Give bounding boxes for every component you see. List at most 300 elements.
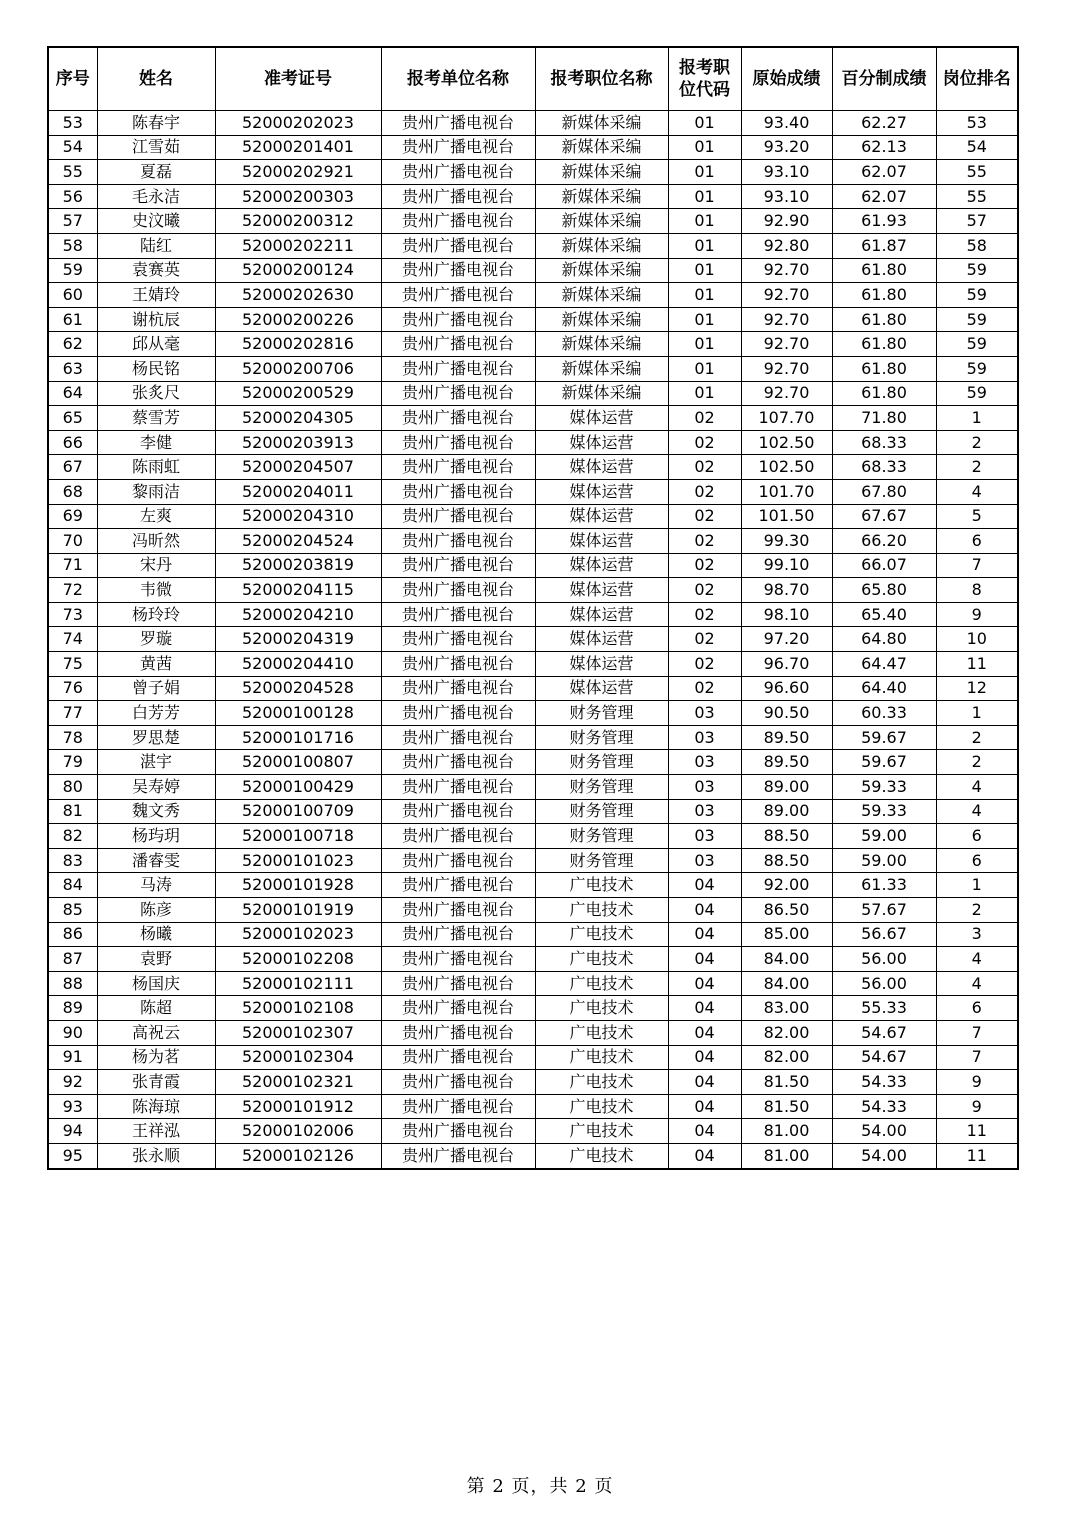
cell-position-code: 04 [668, 1045, 741, 1070]
cell-name: 张青霞 [97, 1070, 215, 1095]
cell-percent-score: 68.33 [832, 430, 936, 455]
cell-position-code: 02 [668, 553, 741, 578]
cell-unit: 贵州广播电视台 [381, 283, 535, 308]
cell-name: 左爽 [97, 504, 215, 529]
cell-exam-id: 52000100807 [215, 750, 381, 775]
cell-seq: 66 [48, 430, 97, 455]
cell-percent-score: 62.27 [832, 111, 936, 136]
cell-exam-id: 52000200529 [215, 381, 381, 406]
cell-rank: 55 [936, 184, 1018, 209]
cell-position: 新媒体采编 [535, 209, 668, 234]
cell-percent-score: 64.47 [832, 652, 936, 677]
cell-percent-score: 54.33 [832, 1070, 936, 1095]
cell-percent-score: 64.80 [832, 627, 936, 652]
cell-position-code: 02 [668, 529, 741, 554]
cell-rank: 11 [936, 1119, 1018, 1144]
cell-position-code: 03 [668, 725, 741, 750]
cell-name: 陈超 [97, 996, 215, 1021]
cell-exam-id: 52000200312 [215, 209, 381, 234]
cell-position-code: 03 [668, 775, 741, 800]
cell-position-code: 03 [668, 701, 741, 726]
cell-seq: 73 [48, 602, 97, 627]
cell-exam-id: 52000200124 [215, 258, 381, 283]
cell-rank: 11 [936, 1143, 1018, 1168]
cell-exam-id: 52000202816 [215, 332, 381, 357]
cell-name: 湛宇 [97, 750, 215, 775]
cell-name: 袁野 [97, 947, 215, 972]
cell-unit: 贵州广播电视台 [381, 307, 535, 332]
cell-unit: 贵州广播电视台 [381, 996, 535, 1021]
cell-raw-score: 86.50 [741, 898, 832, 923]
cell-position-code: 04 [668, 1119, 741, 1144]
cell-unit: 贵州广播电视台 [381, 209, 535, 234]
cell-raw-score: 102.50 [741, 455, 832, 480]
cell-raw-score: 98.10 [741, 602, 832, 627]
header-percent-score: 百分制成绩 [832, 47, 936, 111]
cell-percent-score: 61.80 [832, 283, 936, 308]
cell-position: 广电技术 [535, 922, 668, 947]
cell-seq: 63 [48, 356, 97, 381]
cell-position-code: 04 [668, 873, 741, 898]
cell-position: 广电技术 [535, 1020, 668, 1045]
cell-name: 罗璇 [97, 627, 215, 652]
table-row [48, 898, 1018, 923]
cell-exam-id: 52000204305 [215, 406, 381, 431]
table-row [48, 258, 1018, 283]
table-row [48, 184, 1018, 209]
cell-position-code: 04 [668, 996, 741, 1021]
cell-exam-id: 52000202023 [215, 111, 381, 136]
cell-raw-score: 98.70 [741, 578, 832, 603]
cell-name: 黄茜 [97, 652, 215, 677]
cell-raw-score: 93.40 [741, 111, 832, 136]
cell-position: 财务管理 [535, 775, 668, 800]
cell-unit: 贵州广播电视台 [381, 1143, 535, 1168]
cell-unit: 贵州广播电视台 [381, 775, 535, 800]
cell-name: 江雪茹 [97, 135, 215, 160]
cell-rank: 59 [936, 332, 1018, 357]
cell-position-code: 02 [668, 676, 741, 701]
cell-name: 冯昕然 [97, 529, 215, 554]
cell-raw-score: 82.00 [741, 1020, 832, 1045]
cell-unit: 贵州广播电视台 [381, 873, 535, 898]
cell-rank: 58 [936, 233, 1018, 258]
cell-percent-score: 66.07 [832, 553, 936, 578]
cell-position: 媒体运营 [535, 479, 668, 504]
cell-seq: 60 [48, 283, 97, 308]
cell-percent-score: 54.00 [832, 1119, 936, 1144]
cell-exam-id: 52000100718 [215, 824, 381, 849]
cell-name: 白芳芳 [97, 701, 215, 726]
cell-rank: 53 [936, 111, 1018, 136]
cell-percent-score: 61.80 [832, 307, 936, 332]
cell-percent-score: 54.67 [832, 1020, 936, 1045]
cell-rank: 6 [936, 529, 1018, 554]
cell-rank: 6 [936, 996, 1018, 1021]
cell-position: 媒体运营 [535, 627, 668, 652]
table-row [48, 1143, 1018, 1168]
cell-position-code: 02 [668, 652, 741, 677]
table-row [48, 676, 1018, 701]
cell-seq: 67 [48, 455, 97, 480]
cell-position: 媒体运营 [535, 504, 668, 529]
table-row [48, 332, 1018, 357]
cell-rank: 59 [936, 381, 1018, 406]
cell-exam-id: 52000204410 [215, 652, 381, 677]
cell-rank: 10 [936, 627, 1018, 652]
cell-name: 张炙尺 [97, 381, 215, 406]
cell-unit: 贵州广播电视台 [381, 602, 535, 627]
cell-percent-score: 61.80 [832, 381, 936, 406]
header-raw-score: 原始成绩 [741, 47, 832, 111]
cell-exam-id: 52000102304 [215, 1045, 381, 1070]
cell-unit: 贵州广播电视台 [381, 233, 535, 258]
cell-raw-score: 92.90 [741, 209, 832, 234]
cell-raw-score: 92.70 [741, 356, 832, 381]
cell-seq: 59 [48, 258, 97, 283]
cell-unit: 贵州广播电视台 [381, 947, 535, 972]
cell-rank: 3 [936, 922, 1018, 947]
cell-name: 谢杭辰 [97, 307, 215, 332]
cell-unit: 贵州广播电视台 [381, 160, 535, 185]
cell-seq: 56 [48, 184, 97, 209]
table-row [48, 1070, 1018, 1095]
cell-exam-id: 52000102006 [215, 1119, 381, 1144]
cell-position: 媒体运营 [535, 602, 668, 627]
cell-name: 陆红 [97, 233, 215, 258]
table-row [48, 996, 1018, 1021]
cell-raw-score: 88.50 [741, 848, 832, 873]
cell-position-code: 04 [668, 1020, 741, 1045]
table-row [48, 504, 1018, 529]
cell-percent-score: 55.33 [832, 996, 936, 1021]
cell-position-code: 01 [668, 283, 741, 308]
table-row [48, 947, 1018, 972]
cell-name: 王祥泓 [97, 1119, 215, 1144]
header-position-code: 报考职 位代码 [668, 47, 741, 111]
cell-exam-id: 52000102126 [215, 1143, 381, 1168]
cell-seq: 65 [48, 406, 97, 431]
header-exam-id: 准考证号 [215, 47, 381, 111]
cell-exam-id: 52000204528 [215, 676, 381, 701]
cell-rank: 12 [936, 676, 1018, 701]
cell-percent-score: 67.67 [832, 504, 936, 529]
cell-seq: 61 [48, 307, 97, 332]
cell-position-code: 01 [668, 111, 741, 136]
cell-name: 杨曦 [97, 922, 215, 947]
cell-position-code: 04 [668, 1070, 741, 1095]
table-row [48, 922, 1018, 947]
cell-name: 杨玙玥 [97, 824, 215, 849]
table-row [48, 848, 1018, 873]
cell-percent-score: 64.40 [832, 676, 936, 701]
cell-percent-score: 56.67 [832, 922, 936, 947]
table-row [48, 135, 1018, 160]
cell-percent-score: 62.13 [832, 135, 936, 160]
score-table [47, 46, 1019, 1170]
cell-unit: 贵州广播电视台 [381, 578, 535, 603]
cell-position: 广电技术 [535, 898, 668, 923]
cell-raw-score: 92.80 [741, 233, 832, 258]
cell-position: 广电技术 [535, 1143, 668, 1168]
table-row [48, 1094, 1018, 1119]
cell-name: 潘睿雯 [97, 848, 215, 873]
table-row [48, 602, 1018, 627]
table-row [48, 479, 1018, 504]
cell-exam-id: 52000101919 [215, 898, 381, 923]
cell-seq: 85 [48, 898, 97, 923]
cell-unit: 贵州广播电视台 [381, 799, 535, 824]
cell-rank: 4 [936, 799, 1018, 824]
cell-position: 新媒体采编 [535, 135, 668, 160]
cell-exam-id: 52000200706 [215, 356, 381, 381]
cell-name: 黎雨洁 [97, 479, 215, 504]
cell-raw-score: 99.10 [741, 553, 832, 578]
cell-unit: 贵州广播电视台 [381, 111, 535, 136]
cell-name: 马涛 [97, 873, 215, 898]
table-row [48, 111, 1018, 136]
cell-rank: 7 [936, 553, 1018, 578]
cell-rank: 4 [936, 971, 1018, 996]
cell-position: 广电技术 [535, 1070, 668, 1095]
cell-percent-score: 56.00 [832, 947, 936, 972]
cell-position: 媒体运营 [535, 676, 668, 701]
cell-raw-score: 89.50 [741, 750, 832, 775]
cell-seq: 71 [48, 553, 97, 578]
cell-position-code: 02 [668, 602, 741, 627]
cell-name: 曾子娟 [97, 676, 215, 701]
cell-position: 财务管理 [535, 824, 668, 849]
cell-unit: 贵州广播电视台 [381, 652, 535, 677]
cell-rank: 6 [936, 824, 1018, 849]
cell-raw-score: 93.20 [741, 135, 832, 160]
cell-raw-score: 90.50 [741, 701, 832, 726]
cell-raw-score: 81.50 [741, 1070, 832, 1095]
cell-position-code: 02 [668, 578, 741, 603]
cell-seq: 58 [48, 233, 97, 258]
cell-exam-id: 52000101716 [215, 725, 381, 750]
cell-exam-id: 52000200303 [215, 184, 381, 209]
cell-seq: 89 [48, 996, 97, 1021]
cell-rank: 2 [936, 898, 1018, 923]
cell-percent-score: 59.33 [832, 799, 936, 824]
cell-percent-score: 59.67 [832, 750, 936, 775]
cell-position-code: 01 [668, 307, 741, 332]
table-row [48, 701, 1018, 726]
cell-position: 新媒体采编 [535, 111, 668, 136]
cell-exam-id: 52000100128 [215, 701, 381, 726]
cell-seq: 80 [48, 775, 97, 800]
cell-position-code: 02 [668, 406, 741, 431]
cell-position: 媒体运营 [535, 553, 668, 578]
cell-percent-score: 61.80 [832, 356, 936, 381]
cell-rank: 11 [936, 652, 1018, 677]
cell-rank: 9 [936, 602, 1018, 627]
cell-position: 广电技术 [535, 873, 668, 898]
cell-name: 陈海琼 [97, 1094, 215, 1119]
cell-name: 陈春宇 [97, 111, 215, 136]
cell-raw-score: 92.70 [741, 307, 832, 332]
cell-raw-score: 97.20 [741, 627, 832, 652]
cell-unit: 贵州广播电视台 [381, 1119, 535, 1144]
cell-exam-id: 52000204507 [215, 455, 381, 480]
cell-seq: 76 [48, 676, 97, 701]
cell-position: 媒体运营 [535, 430, 668, 455]
cell-percent-score: 61.93 [832, 209, 936, 234]
cell-unit: 贵州广播电视台 [381, 1094, 535, 1119]
cell-raw-score: 93.10 [741, 184, 832, 209]
table-row [48, 529, 1018, 554]
cell-name: 夏磊 [97, 160, 215, 185]
cell-position: 新媒体采编 [535, 356, 668, 381]
cell-percent-score: 54.33 [832, 1094, 936, 1119]
cell-raw-score: 84.00 [741, 947, 832, 972]
cell-exam-id: 52000102108 [215, 996, 381, 1021]
cell-exam-id: 52000100429 [215, 775, 381, 800]
header-name: 姓名 [97, 47, 215, 111]
cell-raw-score: 89.00 [741, 799, 832, 824]
cell-seq: 54 [48, 135, 97, 160]
header-row [48, 47, 1018, 111]
cell-rank: 59 [936, 258, 1018, 283]
cell-seq: 78 [48, 725, 97, 750]
cell-exam-id: 52000102307 [215, 1020, 381, 1045]
cell-rank: 5 [936, 504, 1018, 529]
cell-raw-score: 84.00 [741, 971, 832, 996]
cell-exam-id: 52000204210 [215, 602, 381, 627]
cell-rank: 59 [936, 356, 1018, 381]
cell-raw-score: 102.50 [741, 430, 832, 455]
cell-rank: 9 [936, 1070, 1018, 1095]
table-row [48, 775, 1018, 800]
cell-percent-score: 68.33 [832, 455, 936, 480]
cell-position-code: 03 [668, 824, 741, 849]
cell-name: 宋丹 [97, 553, 215, 578]
cell-seq: 64 [48, 381, 97, 406]
cell-unit: 贵州广播电视台 [381, 529, 535, 554]
cell-position: 财务管理 [535, 701, 668, 726]
cell-name: 罗思楚 [97, 725, 215, 750]
table-row [48, 652, 1018, 677]
cell-position-code: 04 [668, 922, 741, 947]
cell-raw-score: 107.70 [741, 406, 832, 431]
cell-position-code: 04 [668, 898, 741, 923]
cell-position-code: 04 [668, 971, 741, 996]
table-body [48, 111, 1018, 1169]
cell-seq: 87 [48, 947, 97, 972]
cell-percent-score: 61.87 [832, 233, 936, 258]
cell-name: 毛永洁 [97, 184, 215, 209]
cell-percent-score: 66.20 [832, 529, 936, 554]
cell-raw-score: 81.50 [741, 1094, 832, 1119]
cell-raw-score: 99.30 [741, 529, 832, 554]
cell-seq: 70 [48, 529, 97, 554]
cell-unit: 贵州广播电视台 [381, 971, 535, 996]
cell-seq: 91 [48, 1045, 97, 1070]
cell-rank: 1 [936, 873, 1018, 898]
cell-unit: 贵州广播电视台 [381, 750, 535, 775]
cell-raw-score: 89.00 [741, 775, 832, 800]
cell-position-code: 01 [668, 233, 741, 258]
cell-seq: 88 [48, 971, 97, 996]
cell-position: 财务管理 [535, 725, 668, 750]
cell-rank: 9 [936, 1094, 1018, 1119]
cell-raw-score: 92.00 [741, 873, 832, 898]
cell-rank: 2 [936, 455, 1018, 480]
cell-raw-score: 85.00 [741, 922, 832, 947]
cell-position-code: 01 [668, 356, 741, 381]
cell-name: 杨为茗 [97, 1045, 215, 1070]
cell-rank: 55 [936, 160, 1018, 185]
cell-seq: 72 [48, 578, 97, 603]
table-row [48, 971, 1018, 996]
cell-name: 李健 [97, 430, 215, 455]
cell-unit: 贵州广播电视台 [381, 725, 535, 750]
table-row [48, 1119, 1018, 1144]
cell-unit: 贵州广播电视台 [381, 455, 535, 480]
cell-position: 新媒体采编 [535, 381, 668, 406]
cell-rank: 1 [936, 701, 1018, 726]
table-row [48, 750, 1018, 775]
cell-raw-score: 83.00 [741, 996, 832, 1021]
table-row [48, 455, 1018, 480]
table-row [48, 209, 1018, 234]
cell-rank: 6 [936, 848, 1018, 873]
cell-position-code: 01 [668, 258, 741, 283]
cell-unit: 贵州广播电视台 [381, 1045, 535, 1070]
cell-position-code: 01 [668, 184, 741, 209]
cell-seq: 79 [48, 750, 97, 775]
cell-rank: 54 [936, 135, 1018, 160]
table-header [48, 47, 1018, 111]
cell-position: 新媒体采编 [535, 184, 668, 209]
table-row [48, 553, 1018, 578]
cell-raw-score: 92.70 [741, 381, 832, 406]
cell-seq: 69 [48, 504, 97, 529]
table-row [48, 233, 1018, 258]
cell-percent-score: 59.67 [832, 725, 936, 750]
table-row [48, 725, 1018, 750]
cell-seq: 68 [48, 479, 97, 504]
cell-unit: 贵州广播电视台 [381, 184, 535, 209]
cell-position-code: 03 [668, 848, 741, 873]
cell-name: 杨国庆 [97, 971, 215, 996]
cell-exam-id: 52000101912 [215, 1094, 381, 1119]
cell-exam-id: 52000100709 [215, 799, 381, 824]
cell-seq: 57 [48, 209, 97, 234]
table-row [48, 356, 1018, 381]
cell-position-code: 01 [668, 209, 741, 234]
cell-exam-id: 52000200226 [215, 307, 381, 332]
cell-seq: 95 [48, 1143, 97, 1168]
cell-unit: 贵州广播电视台 [381, 627, 535, 652]
cell-position: 广电技术 [535, 971, 668, 996]
cell-name: 史汶曦 [97, 209, 215, 234]
cell-rank: 59 [936, 283, 1018, 308]
cell-exam-id: 52000204319 [215, 627, 381, 652]
cell-raw-score: 101.70 [741, 479, 832, 504]
cell-exam-id: 52000102023 [215, 922, 381, 947]
cell-seq: 75 [48, 652, 97, 677]
table-row [48, 160, 1018, 185]
cell-position: 媒体运营 [535, 529, 668, 554]
cell-position-code: 04 [668, 1143, 741, 1168]
cell-position: 新媒体采编 [535, 258, 668, 283]
cell-unit: 贵州广播电视台 [381, 1070, 535, 1095]
cell-rank: 59 [936, 307, 1018, 332]
table-row [48, 824, 1018, 849]
cell-seq: 55 [48, 160, 97, 185]
